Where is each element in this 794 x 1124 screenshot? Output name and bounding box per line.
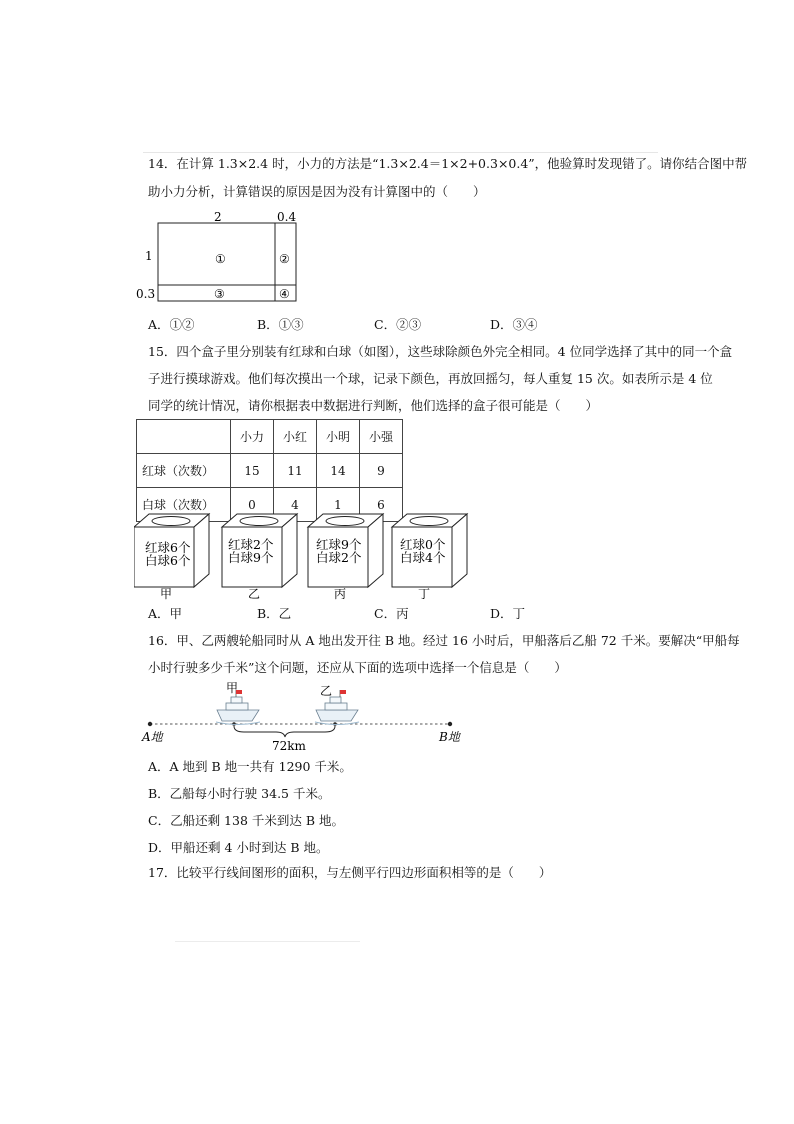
- ship-jia-icon: [216, 690, 260, 725]
- q14-option-c[interactable]: C．②③: [374, 317, 422, 332]
- q16-option-c[interactable]: C．乙船还剩 138 千米到达 B 地。: [148, 813, 345, 828]
- q16-option-d[interactable]: D．甲船还剩 4 小时到达 B 地。: [148, 840, 329, 855]
- table-cell: 15: [231, 454, 274, 488]
- table-cell: 14: [317, 454, 360, 488]
- q14-label-03: 0.3: [136, 287, 156, 301]
- q14-region-2: ②: [279, 252, 290, 266]
- box-jia-name: 甲: [160, 587, 173, 601]
- q14-label-2: 2: [214, 210, 222, 224]
- q15-stats-table: [136, 419, 403, 522]
- q16-ships-figure: [134, 680, 474, 755]
- box-ding: [392, 514, 467, 601]
- table-row-label: 白球（次数）: [137, 488, 231, 522]
- table-header-row: [137, 420, 403, 454]
- ship-jia-label: 甲: [226, 681, 239, 695]
- box-jia: [134, 514, 209, 601]
- table-row: [137, 454, 403, 488]
- table-cell: 1: [317, 488, 360, 522]
- table-row-label: 红球（次数）: [137, 454, 231, 488]
- q15-line1: 15．四个盒子里分别装有红球和白球（如图），这些球除颜色外完全相同。4 位同学选择了其中的同一个盒: [148, 344, 733, 359]
- table-header-xiaoqiang: 小强: [360, 420, 403, 454]
- label-b-di: B地: [439, 730, 460, 744]
- q14-region-1: ①: [215, 252, 226, 266]
- q15-boxes-figure: [134, 512, 474, 602]
- q14-label-04: 0.4: [277, 210, 297, 224]
- box-ding-red: 红球0个: [400, 537, 446, 552]
- q16-option-a[interactable]: A．A 地到 B 地一共有 1290 千米。: [148, 759, 352, 774]
- q14-rectangle-figure: [134, 205, 304, 305]
- footer-faint-rule: [175, 941, 360, 942]
- table-cell: 9: [360, 454, 403, 488]
- q14-region-4: ④: [279, 287, 290, 301]
- table-header-xiaoming: 小明: [317, 420, 360, 454]
- q14-option-b[interactable]: B．①③: [257, 317, 304, 332]
- q14-option-a[interactable]: A．①②: [148, 317, 195, 332]
- box-yi-white: 白球9个: [228, 550, 274, 565]
- ship-yi-label: 乙: [320, 684, 333, 698]
- table-cell: 6: [360, 488, 403, 522]
- box-ding-name: 丁: [418, 587, 431, 601]
- q14-label-1: 1: [145, 249, 153, 263]
- gap-label: 72km: [272, 739, 306, 753]
- box-bing-white: 白球2个: [316, 550, 362, 565]
- q14-option-d[interactable]: D．③④: [490, 317, 538, 332]
- box-ding-white: 白球4个: [400, 550, 446, 565]
- q16-option-b[interactable]: B．乙船每小时行驶 34.5 千米。: [148, 786, 331, 801]
- q16-line2: 小时行驶多少千米”这个问题，还应从下面的选项中选择一个信息是（ ）: [148, 660, 567, 675]
- box-yi-name: 乙: [248, 587, 261, 601]
- box-jia-white: 白球6个: [145, 553, 191, 568]
- table-header-xiaohong: 小红: [274, 420, 317, 454]
- table-cell: [137, 420, 231, 454]
- table-cell: 11: [274, 454, 317, 488]
- q15-line2: 子进行摸球游戏。他们每次摸出一个球，记录下颜色，再放回摇匀，每人重复 15 次。如表所示是 4 位: [148, 371, 713, 386]
- box-bing: [308, 514, 383, 601]
- q14-line2: 助小力分析，计算错误的原因是因为没有计算图中的（ ）: [148, 184, 486, 199]
- box-bing-name: 丙: [334, 587, 347, 601]
- box-bing-red: 红球9个: [316, 537, 362, 552]
- q15-line3: 同学的统计情况，请你根据表中数据进行判断，他们选择的盒子很可能是（ ）: [148, 398, 599, 413]
- q17-line1: 17．比较平行线间图形的面积，与左侧平行四边形面积相等的是（ ）: [148, 865, 552, 880]
- table-cell: 4: [274, 488, 317, 522]
- label-a-di: A地: [142, 730, 163, 744]
- box-yi: [222, 514, 297, 601]
- q14-region-3: ③: [214, 287, 225, 301]
- q14-line1: 14．在计算 1.3×2.4 时，小力的方法是“1.3×2.4＝1×2+0.3×0.4”，他验算时发现错了。请你结合图中帮: [148, 156, 748, 171]
- table-cell: 0: [231, 488, 274, 522]
- q15-option-a[interactable]: A．甲: [148, 606, 183, 621]
- q15-option-c[interactable]: C．丙: [374, 606, 409, 621]
- box-jia-red: 红球6个: [145, 540, 191, 555]
- q16-line1: 16．甲、乙两艘轮船同时从 A 地出发开往 B 地。经过 16 小时后，甲船落后乙船 72 千米。要解决“甲船每: [148, 633, 740, 648]
- box-yi-red: 红球2个: [228, 537, 274, 552]
- q15-option-d[interactable]: D．丁: [490, 606, 526, 621]
- q15-option-b[interactable]: B．乙: [257, 606, 292, 621]
- table-header-xiaoli: 小力: [231, 420, 274, 454]
